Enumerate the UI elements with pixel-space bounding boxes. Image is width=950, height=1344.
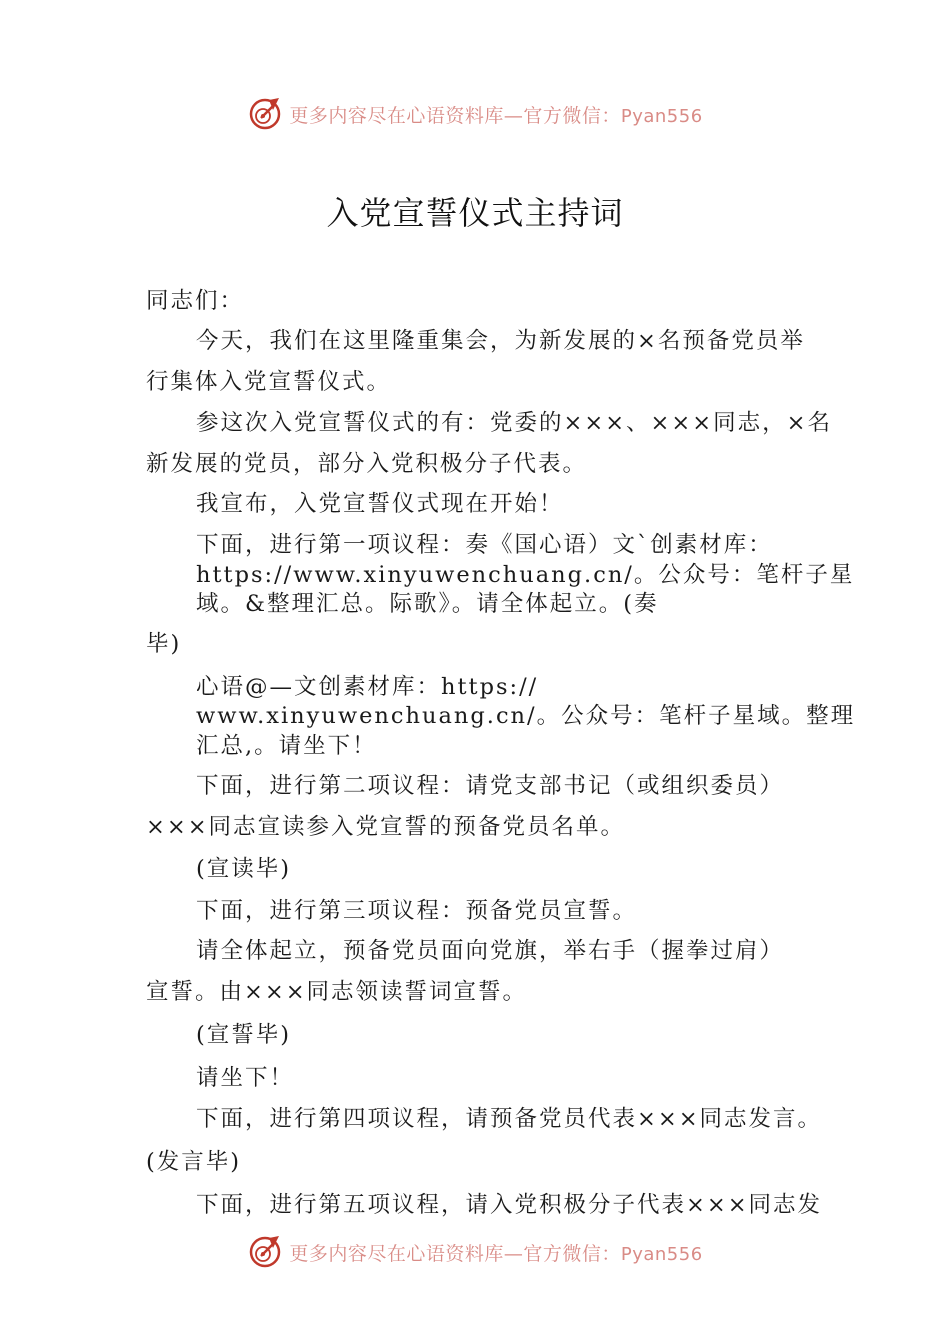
- paragraph-line: 毕): [146, 631, 182, 657]
- paragraph-line: www.xinyuwenchuang.cn/。公众号：笔杆子星域。整理: [196, 703, 856, 729]
- paragraph-line: 同志们：: [146, 288, 245, 314]
- paragraph-line: https://www.xinyuwenchuang.cn/。公众号：笔杆子星: [196, 562, 855, 588]
- paragraph-line: 参这次入党宣誓仪式的有：党委的×××、×××同志，×名: [196, 410, 832, 436]
- paragraph-line: 今天，我们在这里隆重集会，为新发展的×名预备党员举: [196, 328, 805, 354]
- paragraph-line: 下面，进行第一项议程：奏《国心语）文`创素材库：: [196, 532, 773, 558]
- pen-logo-icon: [247, 96, 283, 132]
- paragraph-line: 宣誓。由×××同志领读誓词宣誓。: [146, 979, 528, 1005]
- header-banner-wechat-id: Pyan556: [620, 105, 703, 127]
- paragraph-line: 新发展的党员，部分入党积极分子代表。: [146, 451, 588, 477]
- paragraph-line: (宣读毕): [196, 856, 292, 882]
- footer-banner-cn: 更多内容尽在心语资料库—官方微信：: [289, 1242, 621, 1265]
- paragraph-line: ×××同志宣读参入党宣誓的预备党员名单。: [146, 814, 626, 840]
- paragraph-line: 我宣布，入党宣誓仪式现在开始！: [196, 491, 564, 517]
- paragraph-line: 下面，进行第三项议程：预备党员宣誓。: [196, 898, 638, 924]
- paragraph-line: (宣誓毕): [196, 1022, 292, 1048]
- paragraph-line: 汇总,。请坐下！: [196, 733, 377, 759]
- footer-banner-wechat-id: Pyan556: [620, 1243, 703, 1265]
- header-banner: [0, 94, 950, 134]
- pen-logo-icon: [247, 1234, 283, 1270]
- footer-banner-text: [289, 1239, 702, 1266]
- header-banner-text: [289, 101, 702, 128]
- document-title: 入党宣誓仪式主持词: [326, 194, 624, 232]
- paragraph-line: 下面，进行第四项议程，请预备党员代表×××同志发言。: [196, 1106, 823, 1132]
- paragraph-line: 请坐下！: [196, 1065, 295, 1091]
- paragraph-line: 下面，进行第二项议程：请党支部书记（或组织委员）: [196, 773, 785, 799]
- paragraph-line: (发言毕): [146, 1149, 242, 1175]
- paragraph-line: 域。&整理汇总。际歌》。请全体起立。(奏: [196, 591, 659, 617]
- paragraph-line: 心语@—文创素材库：https://: [196, 674, 539, 700]
- paragraph-line: 请全体起立，预备党员面向党旗，举右手（握拳过肩）: [196, 938, 785, 964]
- footer-banner: [0, 1232, 950, 1272]
- paragraph-line: 下面，进行第五项议程，请入党积极分子代表×××同志发: [196, 1192, 823, 1218]
- header-banner-cn: 更多内容尽在心语资料库—官方微信：: [289, 104, 621, 127]
- paragraph-line: 行集体入党宣誓仪式。: [146, 369, 392, 395]
